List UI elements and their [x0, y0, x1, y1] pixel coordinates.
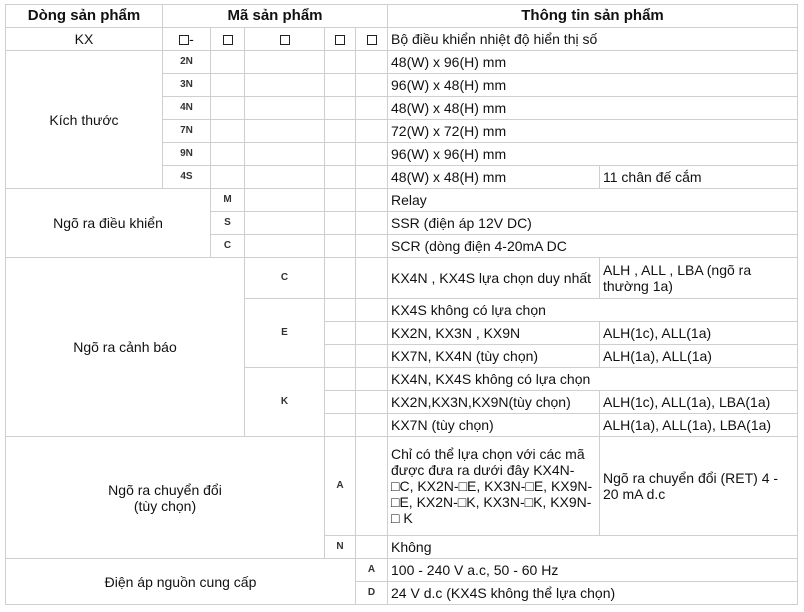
alarm-label: Ngõ ra cảnh báo	[6, 258, 245, 437]
info: 24 V d.c (KX4S không thể lựa chọn)	[388, 582, 798, 605]
model-name: KX	[6, 28, 163, 51]
code-slot-2	[211, 28, 245, 51]
code: C	[245, 258, 325, 299]
box-icon	[280, 35, 290, 45]
info-extra: Ngõ ra chuyển đổi (RET) 4 - 20 mA d.c	[600, 437, 798, 536]
info: 48(W) x 48(H) mm	[388, 166, 600, 189]
control-label: Ngõ ra điều khiển	[6, 189, 211, 258]
info: 72(W) x 72(H) mm	[388, 120, 798, 143]
info: KX4S không có lựa chọn	[388, 299, 798, 322]
product-code-table	[5, 4, 798, 605]
code: C	[211, 235, 245, 258]
info: KX2N, KX3N , KX9N	[388, 322, 600, 345]
model-info: Bộ điều khiển nhiệt độ hiển thị số	[388, 28, 798, 51]
header-row	[6, 5, 798, 28]
box-icon	[223, 35, 233, 45]
info: 48(W) x 96(H) mm	[388, 51, 798, 74]
info-extra: ALH(1a), ALL(1a)	[600, 345, 798, 368]
info: KX2N,KX3N,KX9N(tùy chọn)	[388, 391, 600, 414]
info: SCR (dòng điện 4-20mA DC	[388, 235, 798, 258]
info: 48(W) x 48(H) mm	[388, 97, 798, 120]
code: A	[325, 437, 356, 536]
info: SSR (điện áp 12V DC)	[388, 212, 798, 235]
info: Chỉ có thể lựa chọn với các mã được đưa ra dưới đây KX4N-□C, KX2N-□E, KX3N-□E, KX9N-□E, KX2N-□K, KX3N-□K, KX9N-□ K	[388, 437, 600, 536]
code: D	[356, 582, 388, 605]
code: S	[211, 212, 245, 235]
info: KX4N, KX4S không có lựa chọn	[388, 368, 798, 391]
table-row	[6, 258, 798, 299]
table-row	[6, 51, 798, 74]
info: KX4N , KX4S lựa chọn duy nhất	[388, 258, 600, 299]
table-row	[6, 559, 798, 582]
code: 3N	[163, 74, 211, 97]
info: Relay	[388, 189, 798, 212]
box-icon	[367, 35, 377, 45]
code: 9N	[163, 143, 211, 166]
code: 4N	[163, 97, 211, 120]
info: 100 - 240 V a.c, 50 - 60 Hz	[388, 559, 798, 582]
size-label: Kích thước	[6, 51, 163, 189]
info: 96(W) x 96(H) mm	[388, 143, 798, 166]
code: M	[211, 189, 245, 212]
model-row	[6, 28, 798, 51]
retrans-label: Ngõ ra chuyển đổi (tùy chọn)	[6, 437, 325, 559]
info: KX7N (tùy chọn)	[388, 414, 600, 437]
info: 96(W) x 48(H) mm	[388, 74, 798, 97]
info: Không	[388, 536, 798, 559]
code-slot-4	[325, 28, 356, 51]
code-slot-1: -	[163, 28, 211, 51]
code-slot-5	[356, 28, 388, 51]
info-extra: ALH(1c), ALL(1a)	[600, 322, 798, 345]
info-extra: ALH , ALL , LBA (ngõ ra thường 1a)	[600, 258, 798, 299]
box-icon	[335, 35, 345, 45]
table-row	[6, 437, 798, 536]
code: 4S	[163, 166, 211, 189]
table-row	[6, 189, 798, 212]
code: K	[245, 368, 325, 437]
info-extra: ALH(1a), ALL(1a), LBA(1a)	[600, 414, 798, 437]
header-code: Mã sản phẩm	[163, 5, 388, 28]
power-label: Điện áp nguồn cung cấp	[6, 559, 356, 605]
info-extra: 11 chân đế cắm	[600, 166, 798, 189]
info-extra: ALH(1c), ALL(1a), LBA(1a)	[600, 391, 798, 414]
code: 2N	[163, 51, 211, 74]
info: KX7N, KX4N (tùy chọn)	[388, 345, 600, 368]
box-icon	[179, 35, 189, 45]
code: N	[325, 536, 356, 559]
code: 7N	[163, 120, 211, 143]
code-slot-3	[245, 28, 325, 51]
code: A	[356, 559, 388, 582]
header-line: Dòng sản phẩm	[6, 5, 163, 28]
header-info: Thông tin sản phẩm	[388, 5, 798, 28]
code: E	[245, 299, 325, 368]
